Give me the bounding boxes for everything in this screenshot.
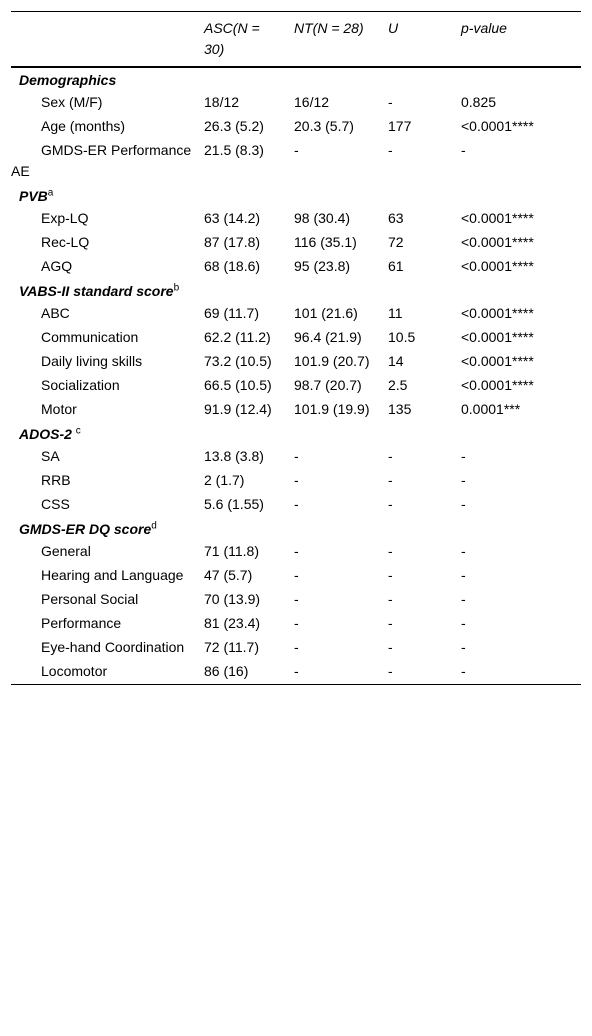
nt-value: 101.9 (20.7) (294, 353, 370, 369)
u-value: 11 (388, 305, 403, 321)
p-value: <0.0001**** (461, 258, 534, 274)
u-value: - (388, 615, 393, 631)
asc-value: 18/12 (204, 94, 240, 110)
section-title (11, 279, 581, 302)
nt-value: 101 (21.6) (294, 305, 358, 321)
p-value: - (461, 663, 466, 679)
nt-value: - (294, 448, 299, 464)
section-header-row (11, 517, 581, 540)
table-row (11, 588, 581, 612)
u-value: 63 (388, 210, 404, 226)
table-row (11, 469, 581, 493)
p-value: - (461, 472, 466, 488)
row-label: Performance (41, 615, 122, 631)
section-title (11, 184, 581, 207)
table-row (11, 302, 581, 326)
asc-value: 66.5 (10.5) (204, 377, 272, 393)
asc-value: 63 (14.2) (204, 210, 261, 226)
nt-value: - (294, 472, 299, 488)
asc-value: 91.9 (12.4) (204, 401, 272, 417)
nt-value: - (294, 567, 299, 583)
header-asc: ASC(N = 30) (204, 20, 260, 57)
u-value: - (388, 496, 393, 512)
table-row (11, 398, 581, 422)
header-p-value: p-value (461, 20, 507, 36)
table-row (11, 231, 581, 255)
p-value: <0.0001**** (461, 353, 534, 369)
asc-value: 68 (18.6) (204, 258, 261, 274)
row-label: Exp-LQ (41, 210, 89, 226)
section-footnote-marker: a (47, 187, 54, 199)
row-label: Age (months) (41, 118, 126, 134)
p-value: - (461, 567, 466, 583)
asc-value: 13.8 (3.8) (204, 448, 264, 464)
p-value: <0.0001**** (461, 210, 534, 226)
section-title-text: ADOS-2 (19, 426, 76, 442)
p-value: - (461, 448, 466, 464)
asc-value: 70 (13.9) (204, 591, 261, 607)
row-label: General (41, 543, 91, 559)
nt-value: 96.4 (21.9) (294, 329, 362, 345)
section-header-row (11, 279, 581, 302)
section-title-text: GMDS-ER DQ score (19, 521, 152, 537)
header-empty (11, 12, 196, 68)
table-row (11, 445, 581, 469)
asc-value: 62.2 (11.2) (204, 329, 271, 345)
u-value: 72 (388, 234, 404, 250)
results-table (11, 11, 581, 685)
u-value: 135 (388, 401, 412, 417)
nt-value: - (294, 615, 299, 631)
p-value: - (461, 543, 466, 559)
table-row (11, 91, 581, 115)
row-label: Communication (41, 329, 139, 345)
asc-value: 81 (23.4) (204, 615, 261, 631)
asc-value: 47 (5.7) (204, 567, 253, 583)
row-label: Motor (41, 401, 77, 417)
u-value: - (388, 94, 393, 110)
u-value: - (388, 639, 393, 655)
p-value: - (461, 639, 466, 655)
section-header-row (11, 67, 581, 91)
nt-value: 95 (23.8) (294, 258, 351, 274)
table-row (11, 374, 581, 398)
table-row (11, 255, 581, 279)
asc-value: 71 (11.8) (204, 543, 259, 559)
section-footnote-marker: b (173, 282, 180, 294)
p-value: 0.0001*** (461, 401, 521, 417)
row-label: Daily living skills (41, 353, 143, 369)
asc-value: 21.5 (8.3) (204, 142, 264, 158)
u-value: - (388, 543, 393, 559)
nt-value: 98 (30.4) (294, 210, 351, 226)
p-value: <0.0001**** (461, 234, 534, 250)
u-value: 14 (388, 353, 404, 369)
table-row (11, 660, 581, 685)
u-value: - (388, 472, 393, 488)
nt-value: 20.3 (5.7) (294, 118, 354, 134)
table-row (11, 326, 581, 350)
row-label: Sex (M/F) (41, 94, 103, 110)
header-row (11, 12, 581, 68)
section-title (11, 517, 581, 540)
p-value: <0.0001**** (461, 377, 534, 393)
nt-value: 98.7 (20.7) (294, 377, 362, 393)
section-footnote-marker: d (151, 520, 157, 532)
row-label: CSS (41, 496, 70, 512)
row-label: ABC (41, 305, 70, 321)
row-label: RRB (41, 472, 71, 488)
row-label: AGQ (41, 258, 73, 274)
u-value: 2.5 (388, 377, 408, 393)
section-footnote-marker: c (75, 425, 81, 437)
asc-value: 2 (1.7) (204, 472, 245, 488)
u-value: - (388, 142, 393, 158)
u-value: - (388, 591, 393, 607)
header-nt: NT(N = 28) (294, 20, 364, 36)
table-container (11, 11, 581, 685)
section-header-row (11, 422, 581, 445)
row-label: Eye-hand Coordination (41, 639, 185, 655)
asc-value: 86 (16) (204, 663, 249, 679)
asc-value: 5.6 (1.55) (204, 496, 264, 512)
asc-value: 72 (11.7) (204, 639, 259, 655)
u-value: - (388, 567, 393, 583)
p-value: 0.825 (461, 94, 497, 110)
nt-value: - (294, 543, 299, 559)
p-value: <0.0001**** (461, 305, 534, 321)
u-value: 10.5 (388, 329, 416, 345)
p-value: - (461, 496, 466, 512)
row-label: Rec-LQ (41, 234, 90, 250)
nt-value: - (294, 663, 299, 679)
table-row (11, 350, 581, 374)
table-row (11, 540, 581, 564)
nt-value: - (294, 496, 299, 512)
section-title (11, 422, 581, 445)
row-label: Locomotor (41, 663, 108, 679)
p-value: - (461, 591, 466, 607)
header-u: U (388, 20, 399, 36)
asc-value: 87 (17.8) (204, 234, 261, 250)
row-label: Socialization (41, 377, 120, 393)
section-title-text: Demographics (19, 72, 117, 88)
p-value: <0.0001**** (461, 118, 534, 134)
nt-value: 16/12 (294, 94, 330, 110)
table-body (11, 67, 581, 685)
u-value: 177 (388, 118, 412, 134)
section-header-row (11, 184, 581, 207)
table-row (11, 493, 581, 517)
table-row (11, 612, 581, 636)
nt-value: - (294, 639, 299, 655)
row-label: Hearing and Language (41, 567, 184, 583)
asc-value: 26.3 (5.2) (204, 118, 264, 134)
p-value: - (461, 615, 466, 631)
asc-value: 73.2 (10.5) (204, 353, 272, 369)
row-label: SA (41, 448, 60, 464)
nt-value: 116 (35.1) (294, 234, 357, 250)
table-row (11, 115, 581, 139)
u-value: - (388, 448, 393, 464)
p-value: - (461, 142, 466, 158)
nt-value: 101.9 (19.9) (294, 401, 370, 417)
table-row (11, 636, 581, 660)
table-row (11, 139, 581, 184)
row-label: GMDS-ER Performance AE (11, 142, 192, 179)
u-value: - (388, 663, 393, 679)
table-row (11, 207, 581, 231)
nt-value: - (294, 142, 299, 158)
table-header (11, 12, 581, 68)
u-value: 61 (388, 258, 404, 274)
section-title (11, 67, 581, 91)
p-value: <0.0001**** (461, 329, 534, 345)
asc-value: 69 (11.7) (204, 305, 259, 321)
row-label: Personal Social (41, 591, 139, 607)
section-title-text: PVB (19, 188, 48, 204)
nt-value: - (294, 591, 299, 607)
table-row (11, 564, 581, 588)
section-title-text: VABS-II standard score (19, 283, 174, 299)
